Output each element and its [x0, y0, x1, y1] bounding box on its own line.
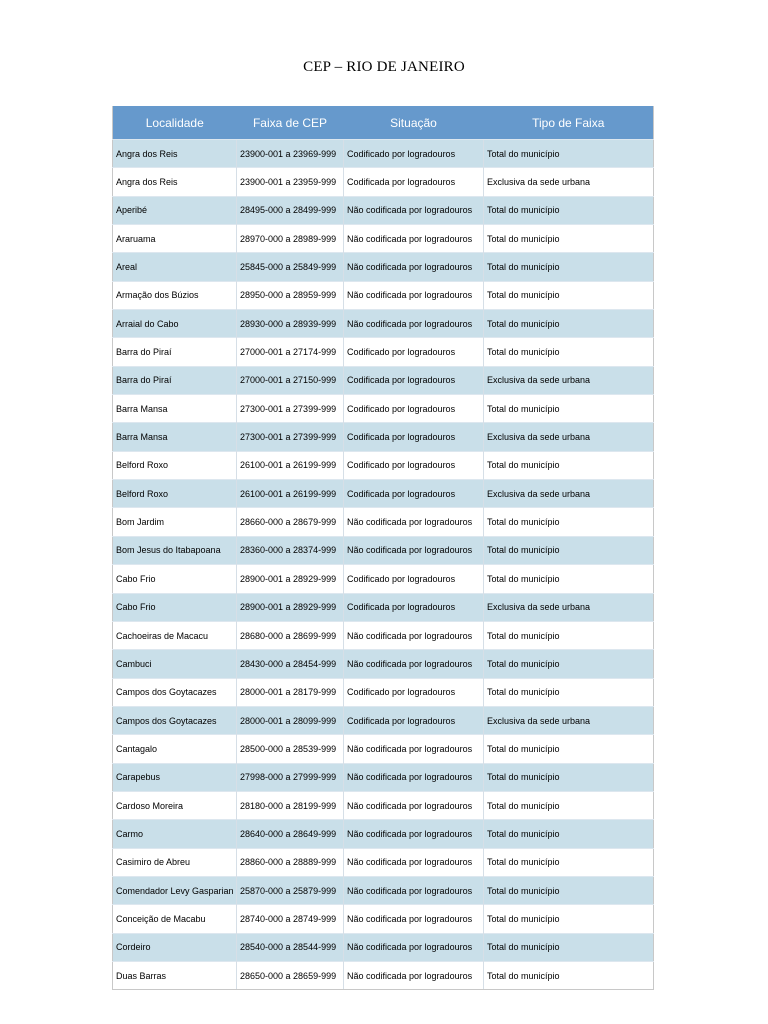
cell-situacao: Não codificada por logradouros — [344, 196, 484, 224]
cell-localidade: Barra do Piraí — [113, 366, 237, 394]
cep-table — [112, 106, 654, 990]
table-row — [113, 621, 654, 649]
cell-localidade: Arraial do Cabo — [113, 310, 237, 338]
table-row — [113, 876, 654, 904]
cell-faixa-de-cep: 26100-001 a 26199-999 — [237, 480, 344, 508]
cell-faixa-de-cep: 28900-001 a 28929-999 — [237, 565, 344, 593]
cell-tipo-de-faixa: Total do município — [484, 621, 654, 649]
cell-tipo-de-faixa: Total do município — [484, 536, 654, 564]
cell-tipo-de-faixa: Total do município — [484, 310, 654, 338]
table-row — [113, 196, 654, 224]
cell-tipo-de-faixa: Exclusiva da sede urbana — [484, 706, 654, 734]
cell-tipo-de-faixa: Total do município — [484, 791, 654, 819]
table-row — [113, 310, 654, 338]
cell-situacao: Não codificada por logradouros — [344, 876, 484, 904]
cell-localidade: Bom Jardim — [113, 508, 237, 536]
cell-tipo-de-faixa: Total do município — [484, 678, 654, 706]
cell-situacao: Não codificada por logradouros — [344, 791, 484, 819]
cell-faixa-de-cep: 27000-001 a 27174-999 — [237, 338, 344, 366]
cell-tipo-de-faixa: Total do município — [484, 650, 654, 678]
table-row — [113, 536, 654, 564]
cell-situacao: Codificado por logradouros — [344, 451, 484, 479]
cell-localidade: Cantagalo — [113, 735, 237, 763]
cell-faixa-de-cep: 27300-001 a 27399-999 — [237, 395, 344, 423]
cell-situacao: Não codificada por logradouros — [344, 735, 484, 763]
cell-localidade: Angra dos Reis — [113, 140, 237, 168]
cell-tipo-de-faixa: Exclusiva da sede urbana — [484, 168, 654, 196]
cell-faixa-de-cep: 28680-000 a 28699-999 — [237, 621, 344, 649]
cell-situacao: Não codificada por logradouros — [344, 763, 484, 791]
cell-faixa-de-cep: 28495-000 a 28499-999 — [237, 196, 344, 224]
header-situacao: Situação — [344, 106, 484, 140]
cell-tipo-de-faixa: Total do município — [484, 565, 654, 593]
cell-situacao: Codificada por logradouros — [344, 480, 484, 508]
cell-tipo-de-faixa: Exclusiva da sede urbana — [484, 423, 654, 451]
cell-tipo-de-faixa: Total do município — [484, 225, 654, 253]
cell-faixa-de-cep: 23900-001 a 23969-999 — [237, 140, 344, 168]
cell-faixa-de-cep: 28000-001 a 28099-999 — [237, 706, 344, 734]
cell-localidade: Cordeiro — [113, 933, 237, 961]
cell-situacao: Não codificada por logradouros — [344, 621, 484, 649]
cell-localidade: Aperibé — [113, 196, 237, 224]
cell-situacao: Não codificada por logradouros — [344, 848, 484, 876]
cell-localidade: Carapebus — [113, 763, 237, 791]
cell-faixa-de-cep: 28650-000 a 28659-999 — [237, 961, 344, 989]
cell-tipo-de-faixa: Total do município — [484, 848, 654, 876]
table-row — [113, 508, 654, 536]
cell-situacao: Codificada por logradouros — [344, 706, 484, 734]
cell-tipo-de-faixa: Total do município — [484, 338, 654, 366]
cell-situacao: Não codificada por logradouros — [344, 933, 484, 961]
cell-localidade: Angra dos Reis — [113, 168, 237, 196]
cell-faixa-de-cep: 28500-000 a 28539-999 — [237, 735, 344, 763]
cell-situacao: Codificada por logradouros — [344, 168, 484, 196]
cell-localidade: Duas Barras — [113, 961, 237, 989]
cell-localidade: Bom Jesus do Itabapoana — [113, 536, 237, 564]
header-tipo-de-faixa: Tipo de Faixa — [484, 106, 654, 140]
table-row — [113, 678, 654, 706]
cell-tipo-de-faixa: Total do município — [484, 281, 654, 309]
cell-faixa-de-cep: 28660-000 a 28679-999 — [237, 508, 344, 536]
table-row — [113, 480, 654, 508]
cell-situacao: Codificada por logradouros — [344, 593, 484, 621]
table-row — [113, 848, 654, 876]
cell-tipo-de-faixa: Total do município — [484, 196, 654, 224]
cell-situacao: Não codificada por logradouros — [344, 508, 484, 536]
cell-situacao: Codificado por logradouros — [344, 140, 484, 168]
cell-tipo-de-faixa: Total do município — [484, 140, 654, 168]
cell-tipo-de-faixa: Total do município — [484, 735, 654, 763]
cell-situacao: Não codificada por logradouros — [344, 253, 484, 281]
cell-tipo-de-faixa: Total do município — [484, 820, 654, 848]
table-row — [113, 706, 654, 734]
cell-situacao: Não codificada por logradouros — [344, 961, 484, 989]
cell-faixa-de-cep: 28360-000 a 28374-999 — [237, 536, 344, 564]
table-row — [113, 791, 654, 819]
cell-situacao: Não codificada por logradouros — [344, 310, 484, 338]
cell-localidade: Comendador Levy Gasparian — [113, 876, 237, 904]
table-row — [113, 961, 654, 989]
table-row — [113, 168, 654, 196]
table-row — [113, 735, 654, 763]
cell-faixa-de-cep: 25870-000 a 25879-999 — [237, 876, 344, 904]
cell-tipo-de-faixa: Total do município — [484, 961, 654, 989]
cell-tipo-de-faixa: Exclusiva da sede urbana — [484, 593, 654, 621]
table-row — [113, 253, 654, 281]
cell-situacao: Codificado por logradouros — [344, 678, 484, 706]
cell-faixa-de-cep: 28180-000 a 28199-999 — [237, 791, 344, 819]
cell-localidade: Casimiro de Abreu — [113, 848, 237, 876]
cell-faixa-de-cep: 28930-000 a 28939-999 — [237, 310, 344, 338]
cell-localidade: Cachoeiras de Macacu — [113, 621, 237, 649]
table-row — [113, 763, 654, 791]
table-row — [113, 395, 654, 423]
table-row — [113, 451, 654, 479]
cell-faixa-de-cep: 28740-000 a 28749-999 — [237, 905, 344, 933]
cell-tipo-de-faixa: Exclusiva da sede urbana — [484, 480, 654, 508]
cell-faixa-de-cep: 23900-001 a 23959-999 — [237, 168, 344, 196]
cell-faixa-de-cep: 28000-001 a 28179-999 — [237, 678, 344, 706]
page-title: CEP – RIO DE JANEIRO — [303, 59, 465, 75]
cell-tipo-de-faixa: Total do município — [484, 451, 654, 479]
cell-faixa-de-cep: 28970-000 a 28989-999 — [237, 225, 344, 253]
cell-tipo-de-faixa: Exclusiva da sede urbana — [484, 366, 654, 394]
cell-localidade: Barra Mansa — [113, 423, 237, 451]
cell-localidade: Cabo Frio — [113, 593, 237, 621]
cell-faixa-de-cep: 28540-000 a 28544-999 — [237, 933, 344, 961]
cell-localidade: Cambuci — [113, 650, 237, 678]
cell-localidade: Barra do Piraí — [113, 338, 237, 366]
header-row — [113, 106, 654, 140]
cell-faixa-de-cep: 27300-001 a 27399-999 — [237, 423, 344, 451]
cell-situacao: Codificada por logradouros — [344, 366, 484, 394]
cell-localidade: Campos dos Goytacazes — [113, 706, 237, 734]
cell-tipo-de-faixa: Total do município — [484, 933, 654, 961]
cell-situacao: Codificado por logradouros — [344, 338, 484, 366]
cell-situacao: Não codificada por logradouros — [344, 536, 484, 564]
cell-faixa-de-cep: 26100-001 a 26199-999 — [237, 451, 344, 479]
cell-faixa-de-cep: 28950-000 a 28959-999 — [237, 281, 344, 309]
cell-situacao: Não codificada por logradouros — [344, 225, 484, 253]
table-row — [113, 140, 654, 168]
cell-faixa-de-cep: 27000-001 a 27150-999 — [237, 366, 344, 394]
cell-localidade: Araruama — [113, 225, 237, 253]
table-body — [113, 140, 654, 990]
cell-situacao: Não codificada por logradouros — [344, 281, 484, 309]
cell-situacao: Codificado por logradouros — [344, 395, 484, 423]
cell-faixa-de-cep: 28430-000 a 28454-999 — [237, 650, 344, 678]
cell-tipo-de-faixa: Total do município — [484, 508, 654, 536]
table-row — [113, 905, 654, 933]
cell-faixa-de-cep: 27998-000 a 27999-999 — [237, 763, 344, 791]
cell-localidade: Armação dos Búzios — [113, 281, 237, 309]
cell-tipo-de-faixa: Total do município — [484, 876, 654, 904]
table-row — [113, 225, 654, 253]
cell-situacao: Codificado por logradouros — [344, 565, 484, 593]
table-row — [113, 281, 654, 309]
table-row — [113, 565, 654, 593]
table-row — [113, 593, 654, 621]
cell-localidade: Belford Roxo — [113, 451, 237, 479]
cell-situacao: Não codificada por logradouros — [344, 905, 484, 933]
table-row — [113, 820, 654, 848]
cell-localidade: Campos dos Goytacazes — [113, 678, 237, 706]
cell-faixa-de-cep: 28640-000 a 28649-999 — [237, 820, 344, 848]
cell-tipo-de-faixa: Total do município — [484, 763, 654, 791]
cell-localidade: Areal — [113, 253, 237, 281]
cell-localidade: Cabo Frio — [113, 565, 237, 593]
cell-localidade: Carmo — [113, 820, 237, 848]
table-row — [113, 366, 654, 394]
table-row — [113, 650, 654, 678]
cell-faixa-de-cep: 25845-000 a 25849-999 — [237, 253, 344, 281]
cell-tipo-de-faixa: Total do município — [484, 905, 654, 933]
cell-situacao: Não codificada por logradouros — [344, 650, 484, 678]
table-header — [113, 106, 654, 140]
table-row — [113, 933, 654, 961]
table-row — [113, 338, 654, 366]
cell-situacao: Codificada por logradouros — [344, 423, 484, 451]
table-row — [113, 423, 654, 451]
header-faixa-de-cep: Faixa de CEP — [237, 106, 344, 140]
cell-tipo-de-faixa: Total do município — [484, 253, 654, 281]
cell-faixa-de-cep: 28860-000 a 28889-999 — [237, 848, 344, 876]
cell-localidade: Barra Mansa — [113, 395, 237, 423]
header-localidade: Localidade — [113, 106, 237, 140]
cell-localidade: Conceição de Macabu — [113, 905, 237, 933]
cell-tipo-de-faixa: Total do município — [484, 395, 654, 423]
cell-localidade: Belford Roxo — [113, 480, 237, 508]
cell-situacao: Não codificada por logradouros — [344, 820, 484, 848]
cell-localidade: Cardoso Moreira — [113, 791, 237, 819]
cell-faixa-de-cep: 28900-001 a 28929-999 — [237, 593, 344, 621]
